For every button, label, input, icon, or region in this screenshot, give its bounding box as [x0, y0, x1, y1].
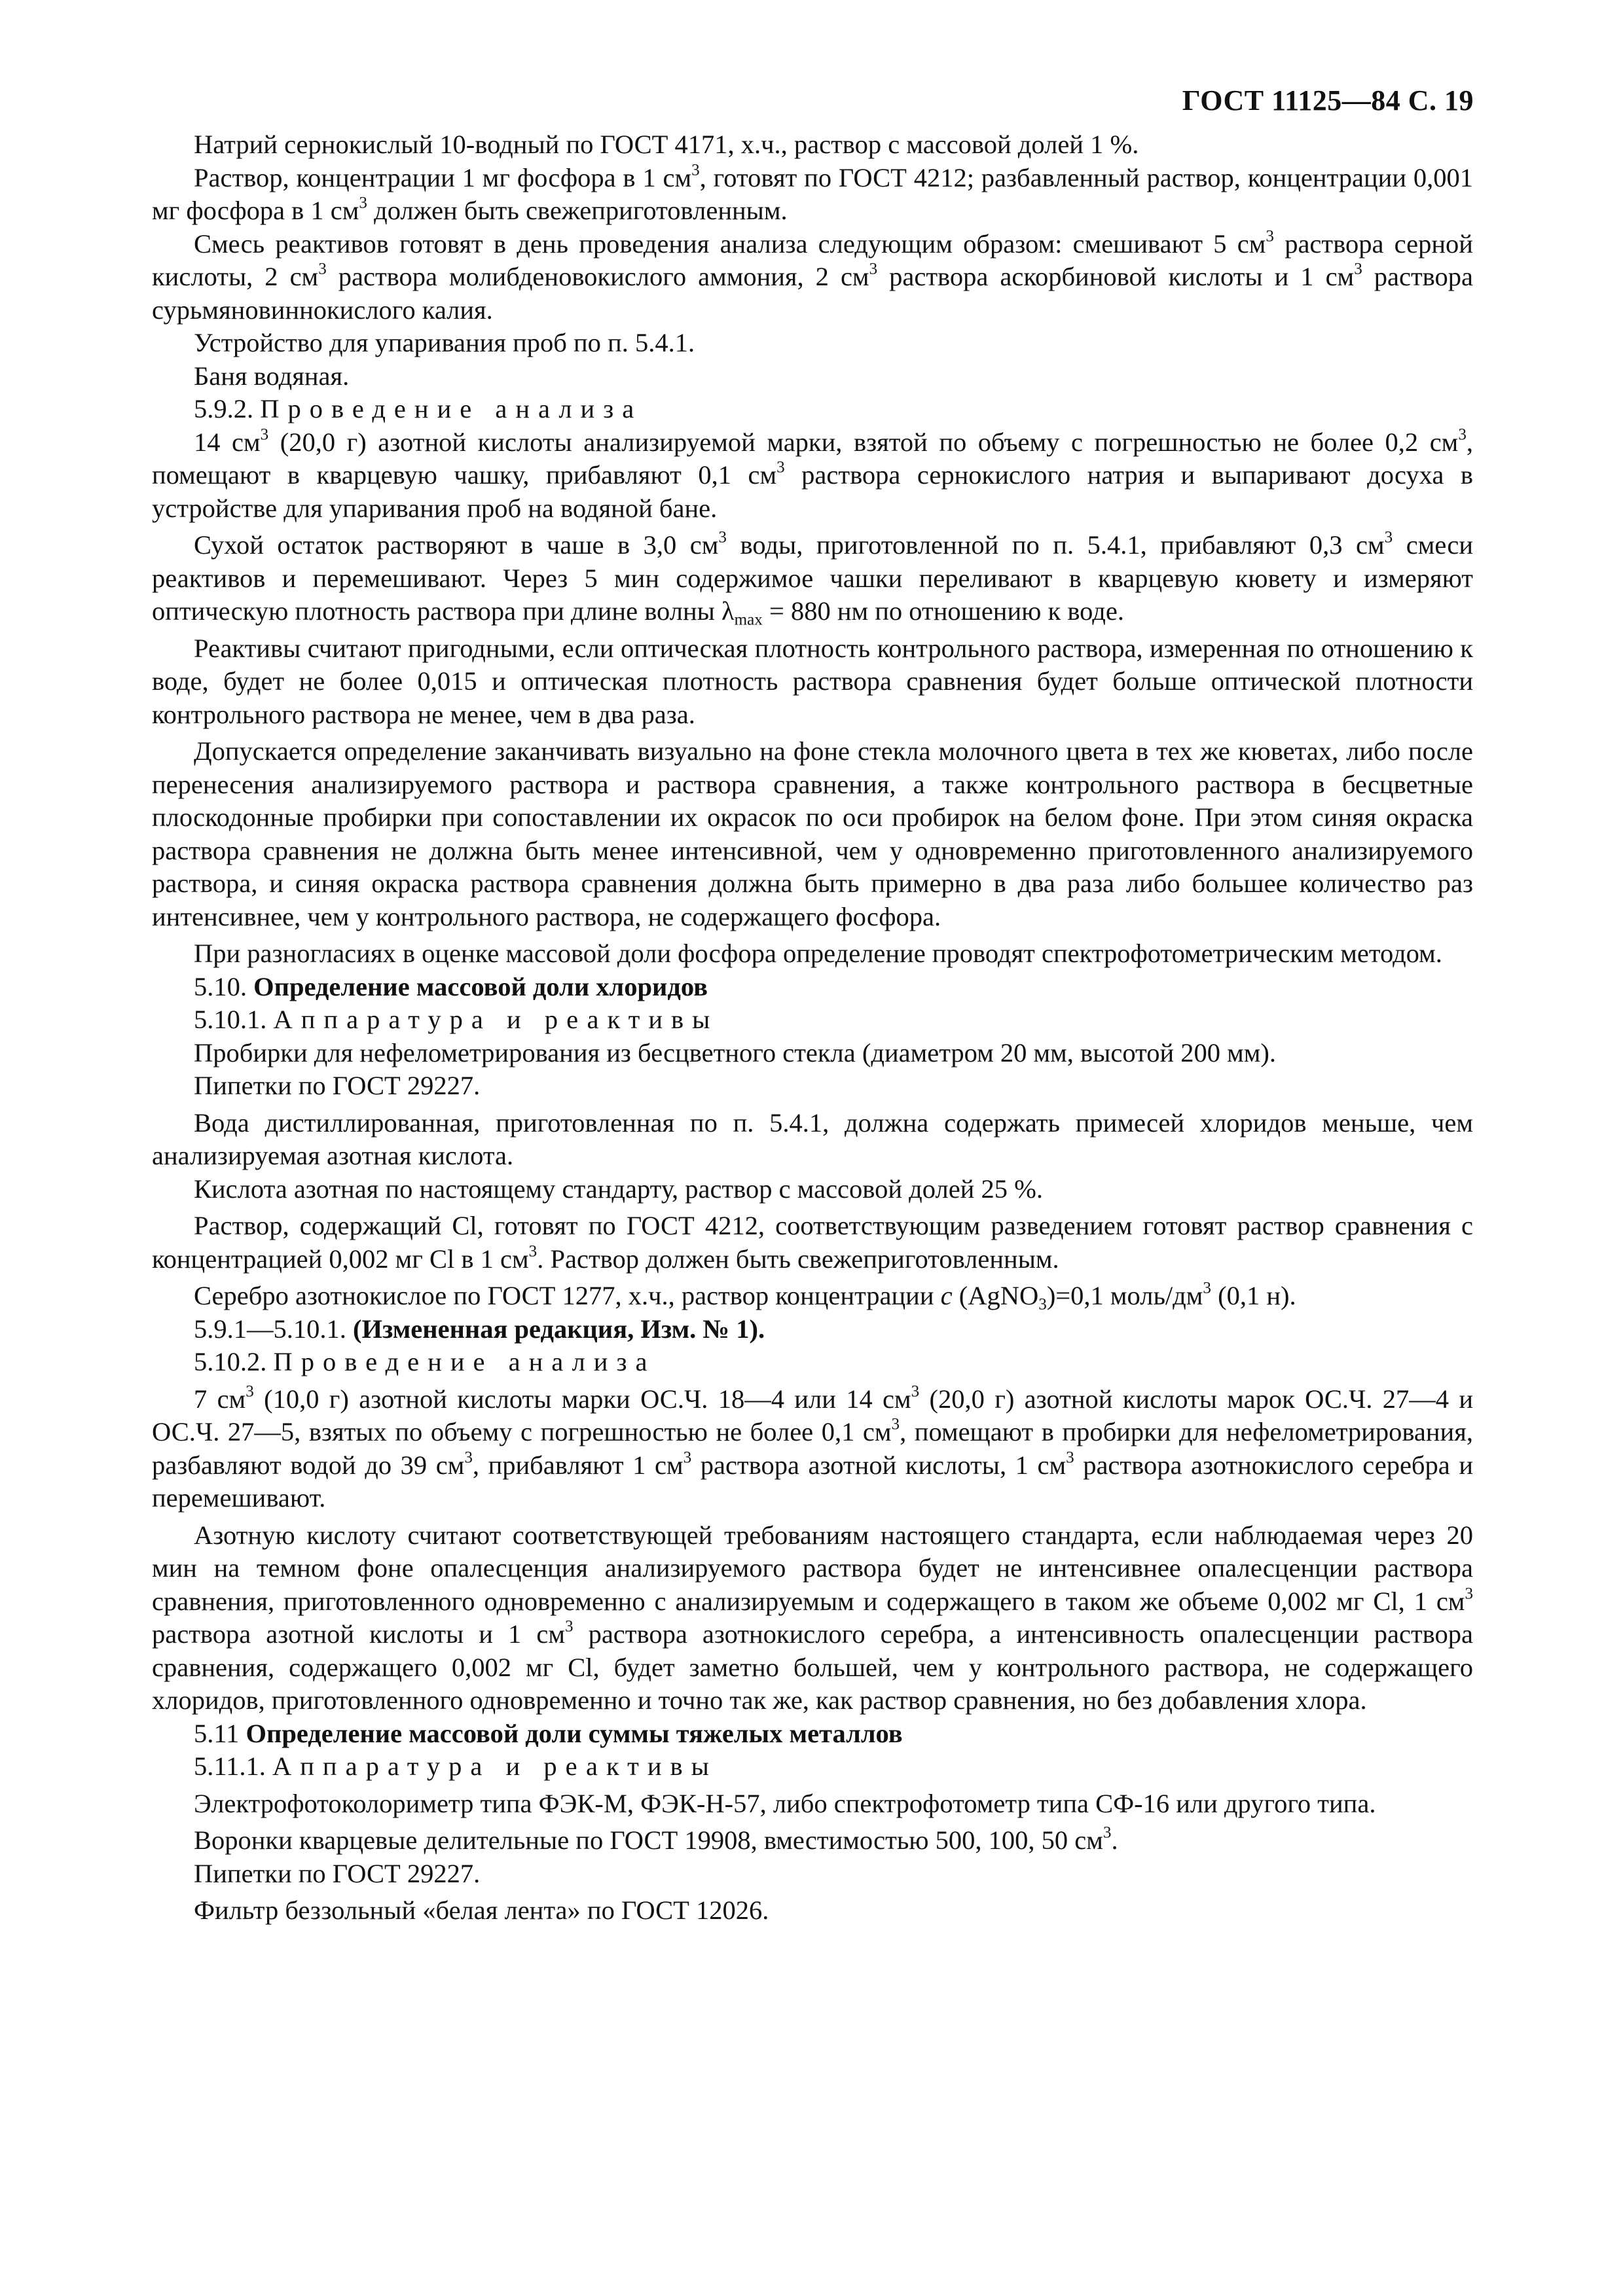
paragraph-amended-edition: 5.9.1—5.10.1. (Измененная редакция, Изм. № 1). [194, 1314, 765, 1344]
paragraph-reagent-mixture: Смесь реактивов готовят в день проведения анализа следующим образом: смешивают 5 $см^3$ раствора серной кислоты, 2 $см^3$ раствора молибденовокислого аммония, 2 $см^3$ раствора аскорбиновой кислоты и 1 $см^3$ раствора сурьмяновиннокислого калия. [152, 226, 1473, 325]
paragraph-filter: Фильтр беззольный «белая лента» по ГОСТ 12026. [194, 1895, 769, 1925]
paragraph-visual-determination: Допускается определение заканчивать визуально на фоне стекла молочного цвета в тех же кюветах, либо после перенесения анализируемого раствора и раствора сравнения, а также контрольного раствора в бесцветные плоскодонные пробирки при сопоставлении их окрасок по оси пробирок на белом фоне. При этом синяя окраска раствора сравнения не должна быть менее интенсивной, чем у одновременно приготовленного анализируемого раствора, и синяя окраска раствора сравнения должна быть примерно в два раза либо большее количество раз интенсивнее, чем у контрольного раствора, не содержащего фосфора. [152, 736, 1473, 931]
paragraph-pipettes-2: Пипетки по ГОСТ 29227. [194, 1858, 481, 1888]
paragraph-funnels: Воронки кварцевые делительные по ГОСТ 19908, вместимостью 500, 100, 50 $см^3$. [194, 1823, 1118, 1855]
paragraph-evaporation-device: Устройство для упаривания проб по п. 5.4.1. [194, 328, 695, 357]
document-body [152, 128, 1473, 1928]
paragraph-phosphorus-solution: Раствор, концентрации 1 мг фосфора в 1 $см^3$, готовят по ГОСТ 4212; разбавленный раствор, концентрации 0,001 мг фосфора в 1 $см^3$ должен быть свежеприготовленным. [152, 160, 1473, 225]
paragraph-chloride-solution: Раствор, содержащий Cl, готовят по ГОСТ 4212, соответствующим разведением готовят раствор сравнения с концентрацией 0,002 мг Cl в 1 $см^3$. Раствор должен быть свежеприготовленным. [152, 1211, 1473, 1274]
paragraph-water-bath: Баня водяная. [194, 361, 350, 391]
paragraph-dry-residue: Сухой остаток растворяют в чаше в 3,0 $см^3$ воды, приготовленной по п. 5.4.1, прибавляют 0,3 $см^3$ смеси реактивов и перемешивают. Через 5 мин содержимое чашки переливают в кварцевую кювету и измеряют оптическую плотность раствора при длине волны $\lambda_{max} = 880$ нм по отношению к воде. [152, 528, 1473, 629]
paragraph-distilled-water: Вода дистиллированная, приготовленная по п. 5.4.1, должна содержать примесей хлоридов меньше, чем анализируемая азотная кислота. [152, 1107, 1473, 1170]
paragraph-disagreements: При разногласиях в оценке массовой доли фосфора определение проводят спектрофотометрическим методом. [194, 939, 1442, 968]
section-5-10-1-heading: 5.10.1. Аппаратура и реактивы [194, 1005, 719, 1034]
paragraph-procedure-phosphorus: 14 $см^3$ (20,0 г) азотной кислоты анализируемой марки, взятой по объему с погрешностью не более 0,2 $см^3$, помещают в кварцевую чашку, прибавляют 0,1 $см^3$ раствора сернокислого натрия и выпаривают досуха в устройстве для упаривания проб на водяной бане. [152, 425, 1474, 523]
section-5-10-2-heading: 5.10.2. Проведение анализа [194, 1347, 656, 1376]
paragraph-nitric-acid: Кислота азотная по настоящему стандарту, раствор с массовой долей 25 %. [194, 1174, 1043, 1204]
paragraph-sodium-sulfate: Натрий сернокислый 10-водный по ГОСТ 4171, х.ч., раствор с массовой долей 1 %. [194, 130, 1139, 159]
page-header: ГОСТ 11125—84 С. 19 [1182, 84, 1474, 117]
paragraph-acid-compliance: Азотную кислоту считают соответствующей требованиям настоящего стандарта, если наблюдаемая через 20 мин на темном фоне опалесценция анализируемого раствора будет не интенсивнее опалесценции раствора сравнения, приготовленного одновременно с анализируемым и содержащего в таком же объеме 0,002 мг Cl, 1 $см^3$ раствора азотной кислоты и 1 $см^3$ раствора азотнокислого серебра, а интенсивность опалесценции раствора сравнения, содержащего 0,002 мг Cl, будет заметно большей, чем у контрольного раствора, не содержащего хлоридов, приготовленного одновременно и точно так же, как раствор сравнения, но без добавления хлора. [152, 1520, 1473, 1715]
paragraph-test-tubes: Пробирки для нефелометрирования из бесцветного стекла (диаметром 20 мм, высотой 200 мм). [194, 1037, 1277, 1067]
paragraph-procedure-chlorides: 7 $см^3$ (10,0 г) азотной кислоты марки ОС.Ч. 18—4 или 14 $см^3$ (20,0 г) азотной кислоты марок ОС.Ч. 27—4 и ОС.Ч. 27—5, взятых по объему с погрешностью не более 0,1 $см^3$, помещают в пробирки для нефелометрирования, разбавляют водой до 39 $см^3$, прибавляют 1 $см^3$ раствора азотной кислоты, 1 $см^3$ раствора азотнокислого серебра и перемешивают. [152, 1382, 1473, 1513]
section-5-11-1-heading: 5.11.1. Аппаратура и реактивы [194, 1751, 718, 1781]
section-5-9-2-heading: 5.9.2. Проведение анализа [194, 394, 643, 423]
section-5-10-heading: 5.10. Определение массовой доли хлоридов [194, 971, 708, 1001]
section-5-11-heading: 5.11 Определение массовой доли суммы тяжелых металлов [194, 1718, 903, 1748]
paragraph-silver-nitrate: Серебро азотнокислое по ГОСТ 1277, х.ч., раствор концентрации c (AgNO$_3$)=0,1 моль/$дм^3$ (0,1 н). [194, 1279, 1296, 1314]
paragraph-colorimeter: Электрофотоколориметр типа ФЭК-М, ФЭК-Н-57, либо спектрофотометр типа СФ-16 или другого типа. [194, 1788, 1376, 1818]
paragraph-pipettes-1: Пипетки по ГОСТ 29227. [194, 1071, 481, 1100]
paragraph-reagents-suitable: Реактивы считают пригодными, если оптическая плотность контрольного раствора, измеренная по отношению к воде, будет не более 0,015 и оптическая плотность раствора сравнения будет больше оптической плотности контрольного раствора не менее, чем в два раза. [152, 633, 1473, 729]
